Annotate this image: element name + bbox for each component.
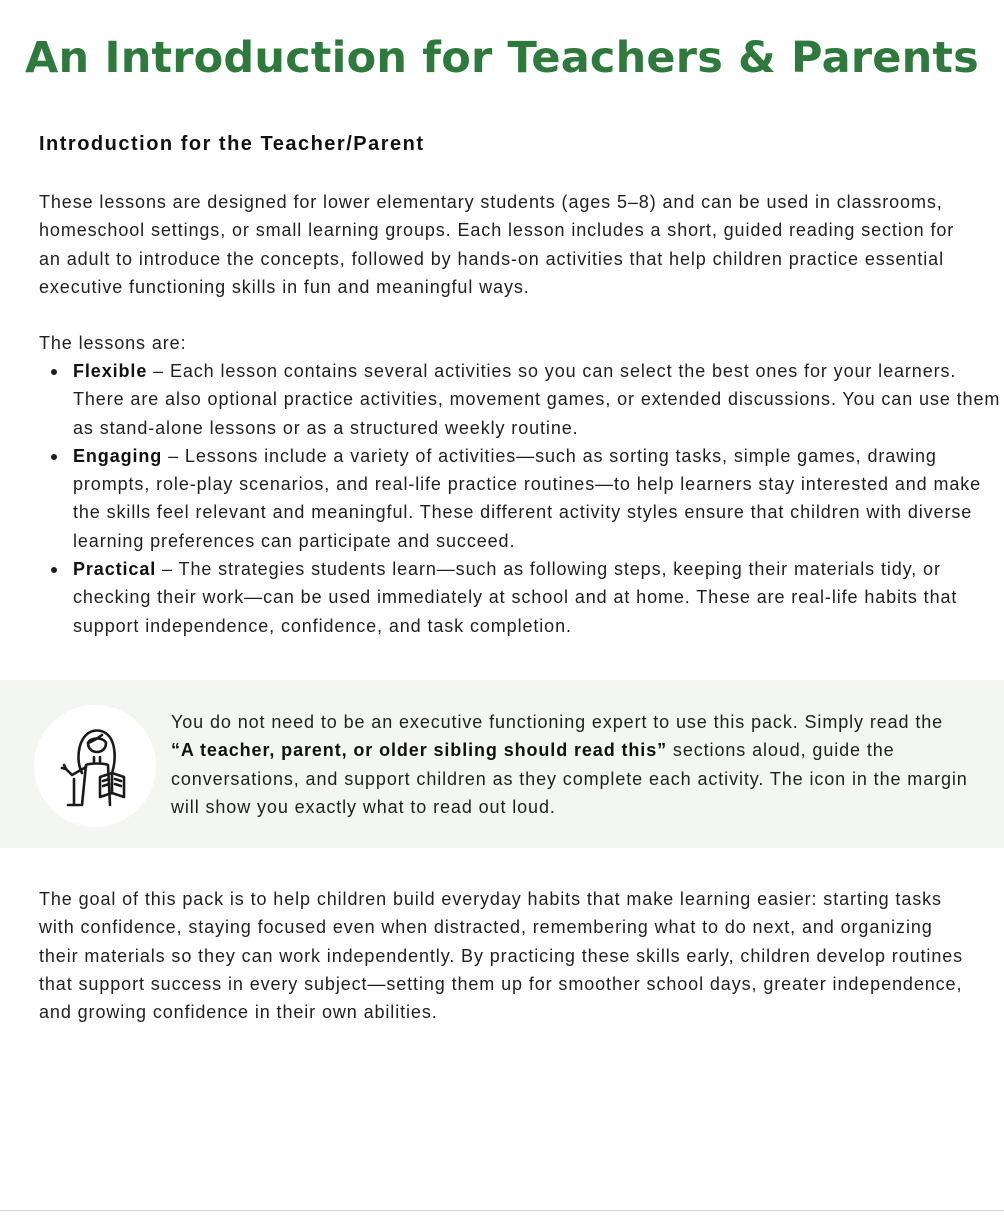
lesson-term: Engaging [73,445,163,466]
list-item [73,442,1003,555]
lessons-intro: The lessons are: [39,333,187,353]
reader-icon-badge [34,705,156,827]
intro-paragraph: These lessons are designed for lower elementary students (ages 5–8) and can be used in classrooms, homeschool settings, or small learning groups. Each lesson includes a short, guided reading section for an adult to introduce the concepts, followed by hands-on activities that help children practice essential executive functioning skills in fun and meaningful ways. [39,192,955,297]
callout-text [171,708,971,821]
section-heading: Introduction for the Teacher/Parent [39,133,425,155]
callout-emphasis: “A teacher, parent, or older sibling should read this” [171,740,668,761]
callout-text-end: sections aloud, guide the conversations, and support children as they complete each activity. The icon in the margin will show you exactly what to read out loud. [171,740,968,817]
page-title: An Introduction for Teachers & Parents [25,33,979,83]
list-item [73,555,1003,640]
list-item [73,357,1003,442]
lesson-description: – Each lesson contains several activities so you can select the best ones for your learners. There are also optional practice activities, movement games, or extended discussions. You can use them as stand-alone lessons or as a structured weekly routine. [73,361,1001,438]
lesson-description: – Lessons include a variety of activities—such as sorting tasks, simple games, drawing prompts, role-play scenarios, and real-life practice routines—to help learners stay interested and make the skills feel relevant and meaningful. These different activity styles ensure that children with diverse learning preferences can participate and succeed. [73,445,982,551]
goal-paragraph: The goal of this pack is to help children build everyday habits that make learning easier: starting tasks with confidence, staying focused even when distracted, remembering what to do next, and organizing their materials so they can work independently. By practicing these skills early, children develop routines that support success in every subject—setting them up for smoother school days, greater independence, and growing confidence in their own abilities. [39,889,964,1023]
lessons-list [39,357,1003,640]
lesson-term: Practical [73,559,157,580]
read-aloud-callout [0,680,1004,848]
callout-text-start: You do not need to be an executive functioning expert to use this pack. Simply read the [171,712,944,732]
lesson-term: Flexible [73,361,148,381]
lesson-description: – The strategies students learn—such as following steps, keeping their materials tidy, or checking their work—can be used immediately at school and at home. These are real-life habits that support independence, confidence, and task completion. [73,559,958,636]
reader-icon [56,721,136,811]
page-divider [0,1210,1004,1211]
